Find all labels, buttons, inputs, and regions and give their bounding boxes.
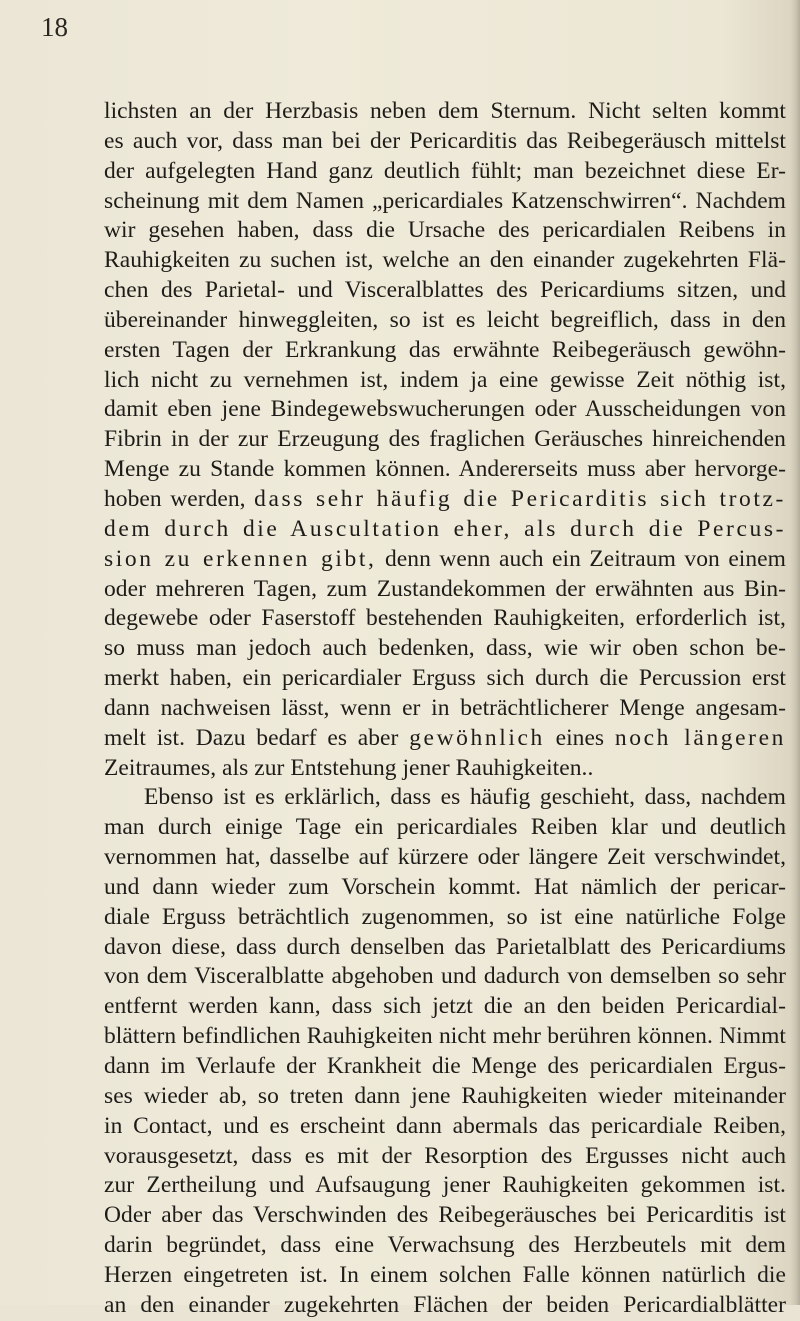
paragraph-end-line: Zeitraumes, als zur Entstehung jener Rauhigkeiten..	[104, 754, 594, 781]
text-line: ses wieder ab, so treten dann jene Rauhigkeiten wieder miteinander	[104, 1082, 786, 1109]
text-line: Rauhigkeiten zu suchen ist, welche an den einander zugekehrten Flä-	[104, 247, 786, 274]
emphasized-line: dem durch die Auscultation eher, als durch die Percus-	[104, 515, 786, 542]
text-line: in Contact, und es erscheint dann abermals das pericardiale Reiben,	[104, 1112, 786, 1139]
emphasized-text: dass sehr häufig die Pericarditis sich trotz-	[254, 485, 786, 512]
text-segment: eines	[555, 724, 605, 751]
text-line: vorausgesetzt, dass es mit der Resorption des Ergusses nicht auch	[104, 1142, 786, 1169]
text-line: lich nicht zu vernehmen ist, indem ja eine gewisse Zeit nöthig ist,	[104, 366, 786, 393]
text-line: an den einander zugekehrten Flächen der beiden Pericardialblätter	[104, 1291, 786, 1318]
text-line: degewebe oder Faserstoff bestehenden Rauhigkeiten, erforderlich ist,	[104, 605, 786, 632]
text-line: damit eben jene Bindegewebswucherungen oder Ausscheidungen von	[104, 396, 786, 423]
text-line: wir gesehen haben, dass die Ursache des pericardialen Reibens in	[104, 217, 786, 244]
text-line: oder mehreren Tagen, zum Zustandekommen der erwähnten aus Bin-	[104, 575, 786, 602]
text-line	[104, 545, 786, 575]
text-line: Oder aber das Verschwinden des Reibegeräusches bei Pericarditis ist	[104, 1202, 786, 1229]
emphasized-text: gewöhnlich	[409, 724, 545, 751]
text-segment: melt ist. Dazu bedarf es aber	[104, 724, 399, 751]
paragraph-start-line: Ebenso ist es erklärlich, dass es häufig geschieht, dass, nachdem	[144, 784, 786, 811]
text-line: vernommen hat, dasselbe auf kürzere oder längere Zeit verschwindet,	[104, 844, 786, 871]
text-segment: hoben werden,	[104, 485, 246, 512]
text-line: merkt haben, ein pericardialer Erguss sich durch die Percussion erst	[104, 665, 786, 692]
text-line: lichsten an der Herzbasis neben dem Sternum. Nicht selten kommt	[104, 98, 786, 124]
text-line: ersten Tagen der Erkrankung das erwähnte Reibegeräusch gewöhn-	[104, 336, 786, 363]
text-line	[104, 485, 786, 515]
text-segment: denn wenn auch ein Zeitraum von einem	[384, 545, 786, 572]
emphasized-text: noch längeren	[614, 724, 786, 751]
text-line: diale Erguss beträchtlich zugenommen, so ist eine natürliche Folge	[104, 903, 786, 930]
text-line: so muss man jedoch auch bedenken, dass, wie wir oben schon be-	[104, 635, 786, 662]
text-line: übereinander hinweggleiten, so ist es leicht begreiflich, dass in den	[104, 306, 786, 333]
page-number: 18	[41, 12, 68, 42]
text-line: der aufgelegten Hand ganz deutlich fühlt; man bezeichnet diese Er-	[104, 157, 786, 184]
text-line: und dann wieder zum Vorschein kommt. Hat nämlich der pericar-	[104, 873, 786, 900]
body-text	[104, 97, 786, 1321]
text-line: Menge zu Stande kommen können. Andererseits muss aber hervorge-	[104, 456, 786, 483]
text-line: von dem Visceralblatte abgehoben und dadurch von demselben so sehr	[104, 963, 786, 990]
text-line: davon diese, dass durch denselben das Parietalblatt des Pericardiums	[104, 933, 786, 960]
text-line: entfernt werden kann, dass sich jetzt die an den beiden Pericardial-	[104, 993, 786, 1020]
text-line: blättern befindlichen Rauhigkeiten nicht mehr berühren können. Nimmt	[104, 1023, 786, 1050]
text-line: Fibrin in der zur Erzeugung des fraglichen Geräusches hinreichenden	[104, 426, 786, 453]
page-edge-shadow	[790, 0, 800, 1305]
emphasized-text: sion zu erkennen gibt,	[104, 545, 377, 572]
text-line: chen des Parietal- und Visceralblattes des Pericardiums sitzen, und	[104, 277, 786, 304]
text-line	[104, 724, 786, 754]
text-line: Herzen eingetreten ist. In einem solchen Falle können natürlich die	[104, 1261, 786, 1288]
text-line: scheinung mit dem Namen „pericardiales Katzenschwirren“. Nachdem	[104, 187, 786, 214]
text-line: dann im Verlaufe der Krankheit die Menge des pericardialen Ergus-	[104, 1053, 786, 1079]
text-line: zur Zertheilung und Aufsaugung jener Rauhigkeiten gekommen ist.	[104, 1172, 786, 1199]
text-line: dann nachweisen lässt, wenn er in beträchtlicherer Menge angesam-	[104, 694, 786, 721]
text-line: man durch einige Tage ein pericardiales Reiben klar und deutlich	[104, 814, 786, 841]
text-line: darin begründet, dass eine Verwachsung des Herzbeutels mit dem	[104, 1232, 786, 1259]
text-line: es auch vor, dass man bei der Pericarditis das Reibegeräusch mittelst	[104, 127, 786, 154]
